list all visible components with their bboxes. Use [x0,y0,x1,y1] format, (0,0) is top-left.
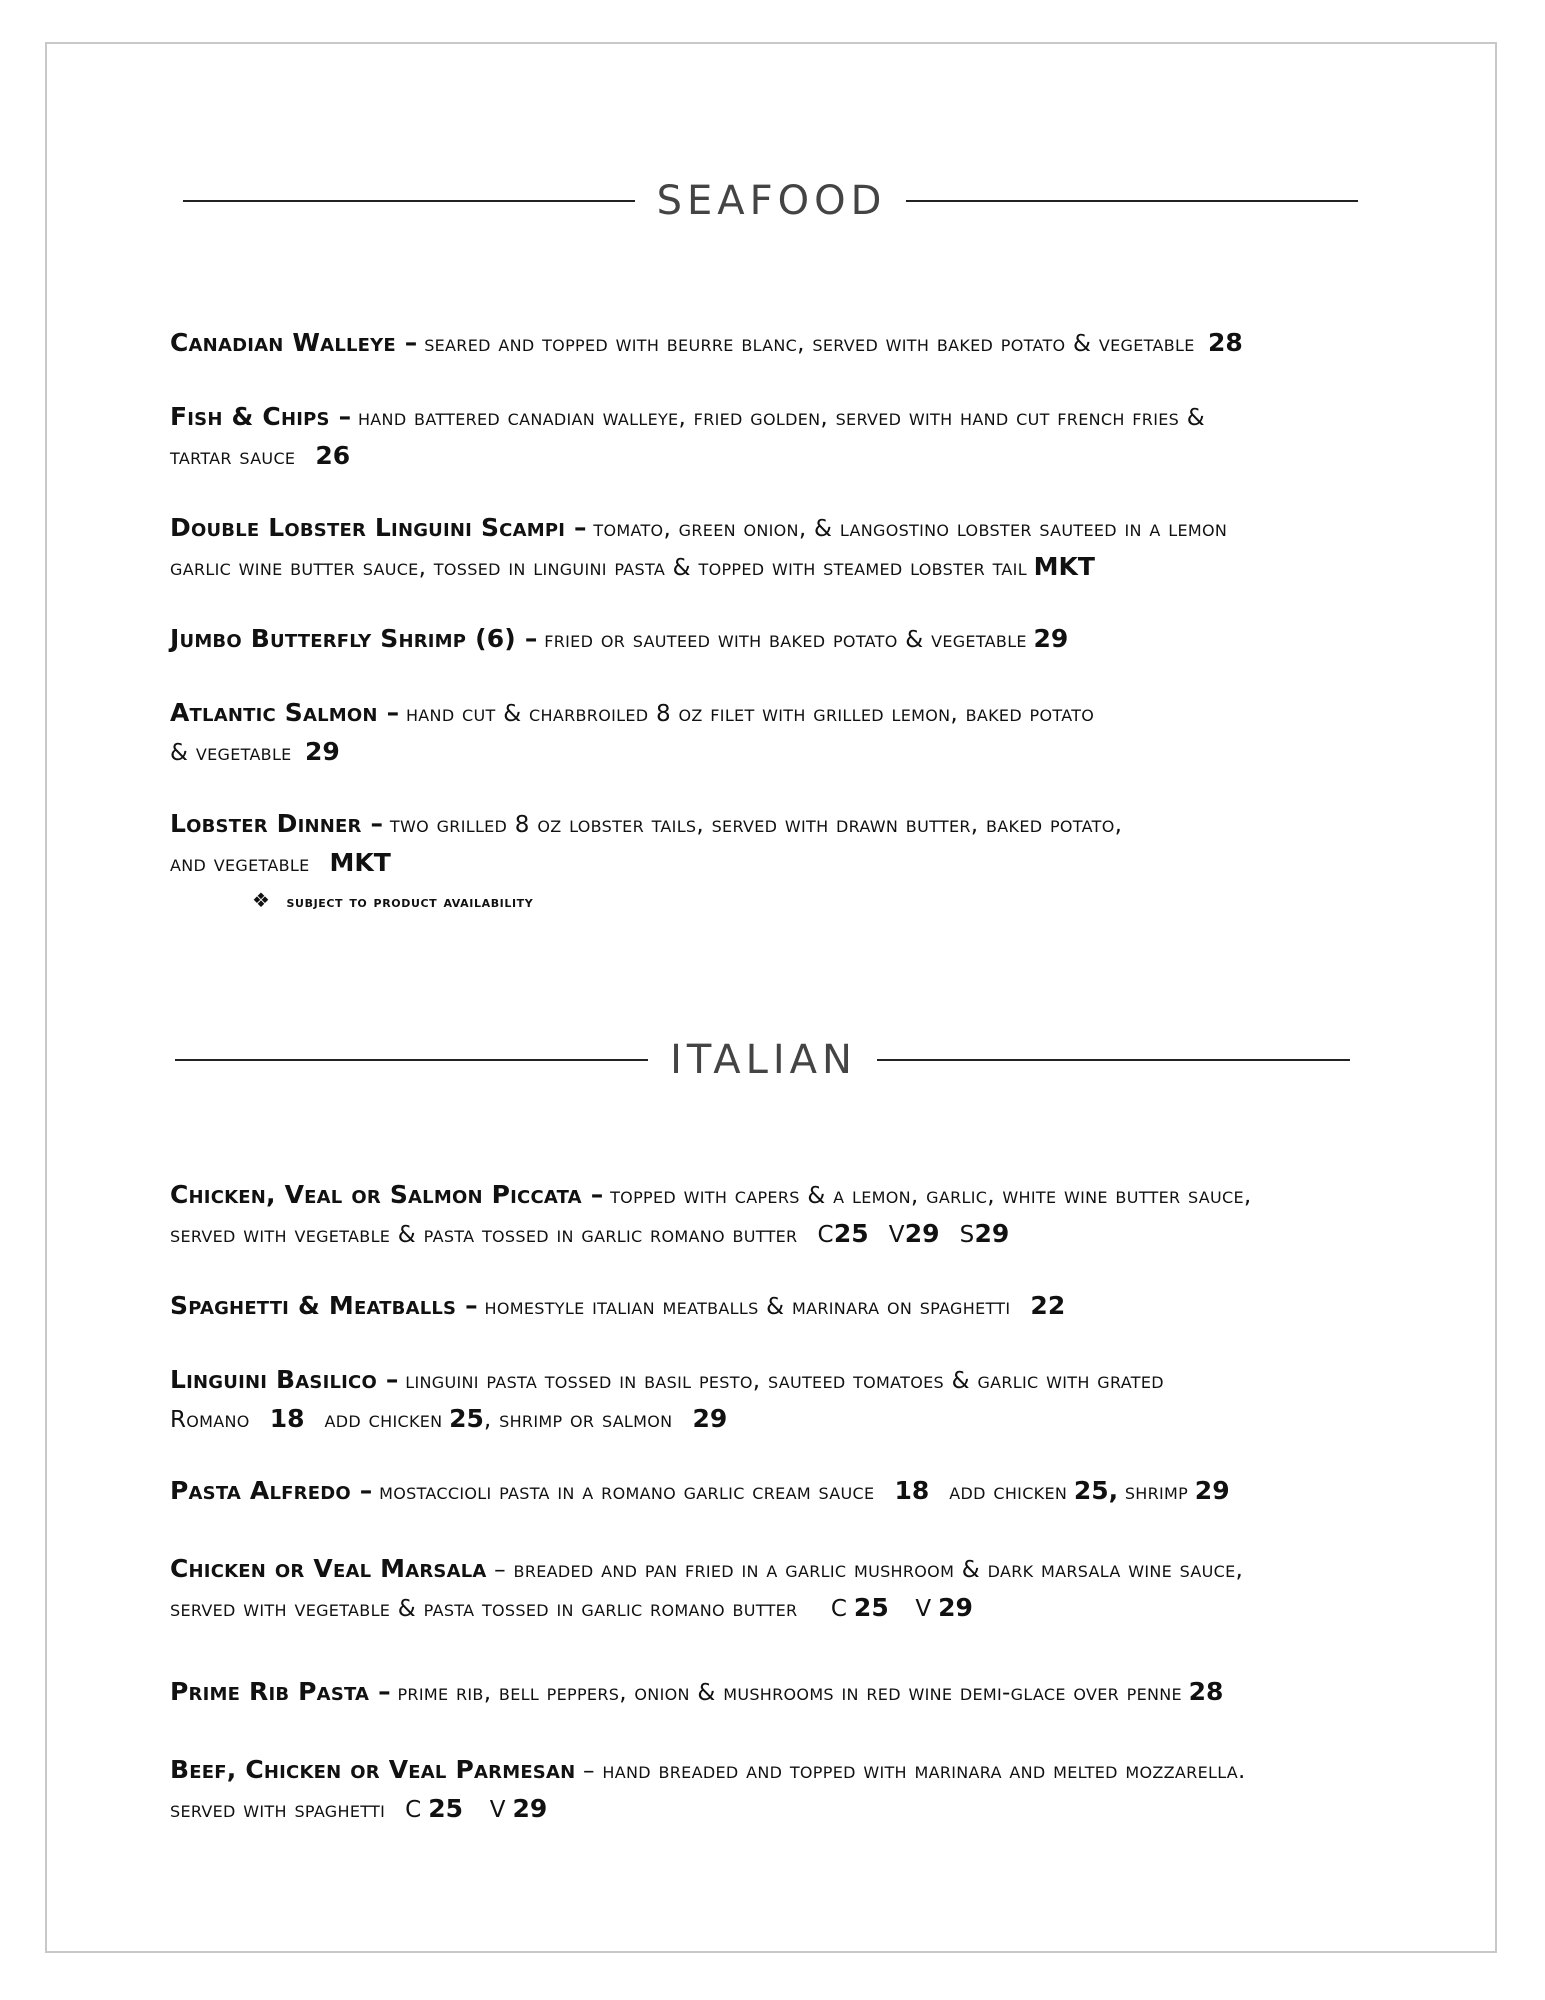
availability-note [252,889,533,913]
menu-item-parmesan [170,1751,1470,1829]
item-name: Spaghetti & Meatballs – [170,1291,478,1320]
item-description: fried or sauteed with baked potato & vegetable [544,627,1027,653]
item-description-cont: garlic wine butter sauce, tossed in linguini pasta & topped with steamed lobster tail [170,555,1027,581]
item-price-salmon: 29 [974,1219,1010,1248]
item-price: MKT [329,848,391,877]
diamond-bullet-icon: ❖ [252,888,271,912]
price-label-chicken: C [830,1596,848,1622]
item-name: Lobster Dinner – [170,809,384,838]
menu-item-lobster-dinner [170,805,1470,883]
item-name: Fish & Chips – [170,402,352,431]
add-on-label-2: , shrimp or salmon [483,1407,673,1433]
item-description: hand cut & charbroiled 8 oz filet with grilled lemon, baked potato [405,701,1095,727]
item-description: two grilled 8 oz lobster tails, served with drawn butter, baked potato, [389,812,1123,838]
add-on-label-2: shrimp [1124,1479,1189,1505]
item-description-cont: & vegetable [170,740,292,766]
item-price: 29 [1033,624,1069,653]
italian-heading [175,1030,1350,1090]
item-description-cont: served with vegetable & pasta tossed in garlic romano butter [170,1596,798,1622]
item-name: Canadian Walleye – [170,328,418,357]
item-description-cont: Romano [170,1407,250,1433]
item-price-veal: 29 [512,1794,548,1823]
item-name: Linguini Basilico – [170,1365,399,1394]
add-on-label: add chicken [324,1407,443,1433]
item-price-veal: 29 [938,1593,973,1622]
item-description: hand battered canadian walleye, fried golden, served with hand cut french fries & [357,405,1205,431]
section-title: ITALIAN [670,1037,857,1083]
price-label-salmon: S [959,1222,975,1248]
item-price: 18 [894,1476,930,1505]
price-label-beef-chicken: C [405,1797,422,1823]
price-label-chicken: C [817,1222,834,1248]
item-name: Double Lobster Linguini Scampi – [170,513,587,542]
item-price-chicken: 25 [833,1219,869,1248]
add-on-price-2: 29 [692,1404,728,1433]
menu-item-double-lobster-linguini-scampi [170,509,1470,587]
heading-rule-left [183,200,635,202]
price-label-veal: V [888,1222,905,1248]
item-description: prime rib, bell peppers, onion & mushrooms in red wine demi-glace over penne [397,1680,1182,1706]
heading-rule-right [906,200,1358,202]
item-description-cont: and vegetable [170,851,310,877]
item-description: homestyle italian meatballs & marinara on spaghetti [484,1294,1011,1320]
item-price: 28 [1207,328,1243,357]
menu-item-spaghetti-meatballs [170,1287,1470,1326]
item-name: Prime Rib Pasta – [170,1677,391,1706]
item-price: MKT [1033,552,1095,581]
item-description: tomato, green onion, & langostino lobster sauteed in a lemon [593,516,1228,542]
section-title: SEAFOOD [656,178,887,224]
seafood-heading [183,171,1358,231]
item-description: linguini pasta tossed in basil pesto, sauteed tomatoes & garlic with grated [405,1368,1164,1394]
menu-item-linguini-basilico [170,1361,1470,1439]
item-price-beef-chicken: 25 [428,1794,464,1823]
item-price: 26 [315,441,351,470]
item-name: Chicken, Veal or Salmon Piccata – [170,1180,604,1209]
price-label-veal: V [489,1797,506,1823]
add-on-label: add chicken [949,1479,1068,1505]
item-description: topped with capers & a lemon, garlic, white wine butter sauce, [610,1183,1252,1209]
item-description: mostaccioli pasta in a romano garlic cream sauce [379,1479,875,1505]
add-on-price-2: 29 [1194,1476,1230,1505]
heading-rule-right [877,1059,1350,1061]
item-name: Atlantic Salmon – [170,698,400,727]
menu-item-fish-chips [170,398,1470,476]
heading-rule-left [175,1059,648,1061]
item-price-veal: 29 [904,1219,940,1248]
item-price: 28 [1188,1677,1224,1706]
item-description-cont: served with spaghetti [170,1797,386,1823]
price-label-veal: V [915,1596,932,1622]
item-dash: – [575,1758,603,1784]
item-price: 22 [1030,1291,1066,1320]
item-description: seared and topped with beurre blanc, served with baked potato & vegetable [424,331,1195,357]
item-name: Jumbo Butterfly Shrimp (6) – [170,624,538,653]
item-dash: – [486,1557,514,1583]
item-description-cont: tartar sauce [170,444,296,470]
item-description-cont: served with vegetable & pasta tossed in garlic romano butter [170,1222,798,1248]
menu-item-prime-rib-pasta [170,1673,1470,1712]
item-name: Beef, Chicken or Veal Parmesan [170,1755,576,1784]
item-price: 18 [269,1404,305,1433]
menu-item-marsala [170,1550,1470,1628]
note-text: subject to product availability [286,892,534,911]
add-on-price: 25, [1073,1476,1119,1505]
item-price: 29 [304,737,340,766]
item-description: hand breaded and topped with marinara and melted mozzarella. [602,1758,1246,1784]
menu-item-piccata [170,1176,1470,1254]
menu-item-jumbo-butterfly-shrimp [170,620,1470,659]
menu-item-canadian-walleye [170,324,1470,363]
menu-item-pasta-alfredo [170,1472,1470,1511]
item-name: Chicken or Veal Marsala [170,1554,487,1583]
item-name: Pasta Alfredo – [170,1476,373,1505]
add-on-price: 25 [449,1404,484,1433]
item-price-chicken: 25 [853,1593,889,1622]
menu-item-atlantic-salmon [170,694,1470,772]
item-description: breaded and pan fried in a garlic mushroom & dark marsala wine sauce, [513,1557,1244,1583]
